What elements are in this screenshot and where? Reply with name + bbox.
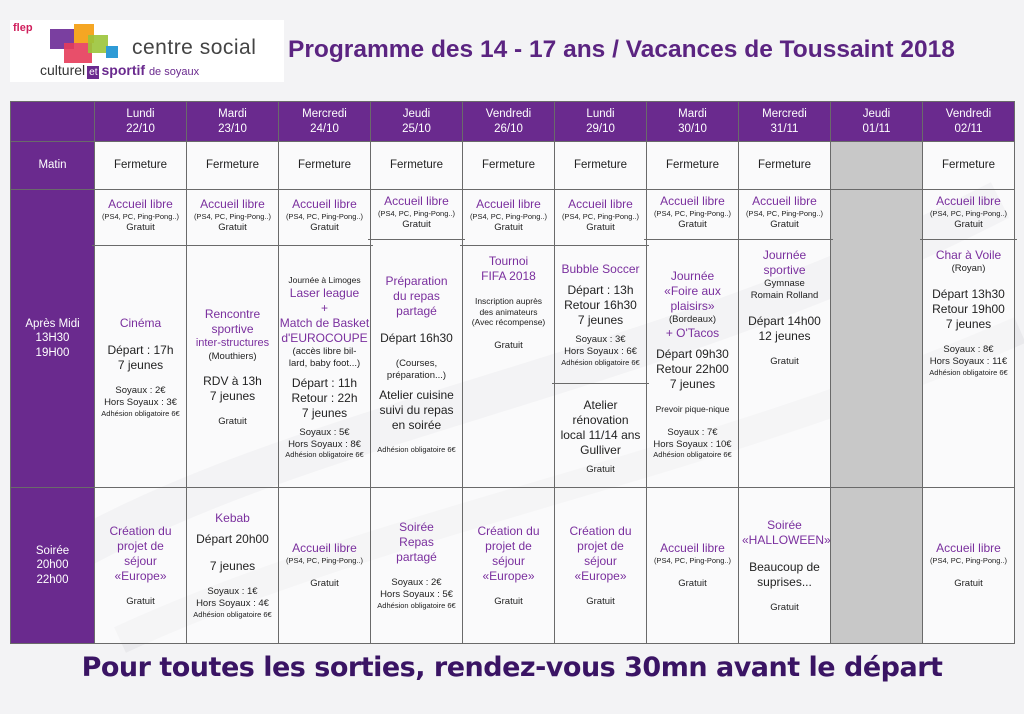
day-header: Lundi 29/10 <box>555 102 647 142</box>
activity-cell: Kebab Départ 20h00 7 jeunes Soyaux : 1€ Hors Soyaux : 4€ Adhésion obligatoire 6€ <box>187 488 279 644</box>
day-header: Jeudi 25/10 <box>371 102 463 142</box>
fermeture-cell: Fermeture <box>95 142 187 190</box>
apres-midi-row <box>11 190 1015 488</box>
fermeture-cell: Fermeture <box>739 142 831 190</box>
activity-cell: Accueil libre (PS4, PC, Ping-Pong..) Gratuit Journée «Foire aux plaisirs» (Bordeaux) + O'Tacos Départ 09h30 Retour 22h00 7 jeunes Prevoir pique-nique Soyaux : 7€ Hors Soyaux : 10€ Adhésion obligatoire 6€ <box>647 190 739 488</box>
soiree-row <box>11 488 1015 644</box>
logo-centre-social: centre social <box>132 36 257 59</box>
day-header: Vendredi 02/11 <box>923 102 1015 142</box>
page-title: Programme des 14 - 17 ans / Vacances de Toussaint 2018 <box>288 36 955 63</box>
activity-cell: Accueil libre (PS4, PC, Ping-Pong..) Gratuit Rencontre sportive inter-structures (Mouthiers) RDV à 13h 7 jeunes Gratuit <box>187 190 279 488</box>
fermeture-cell: Fermeture <box>923 142 1015 190</box>
logo-square <box>88 35 108 53</box>
header <box>0 0 1024 90</box>
logo-subtitle <box>40 62 199 78</box>
day-header: Mercredi 24/10 <box>279 102 371 142</box>
closed-cell <box>831 488 923 644</box>
day-header: Mardi 23/10 <box>187 102 279 142</box>
days-header-row <box>11 102 1015 142</box>
activity-cell: Accueil libre (PS4, PC, Ping-Pong..) Gratuit Cinéma Départ : 17h 7 jeunes Soyaux : 2€ Hors Soyaux : 3€ Adhésion obligatoire 6€ <box>95 190 187 488</box>
day-header: Mardi 30/10 <box>647 102 739 142</box>
program-table <box>10 101 1015 644</box>
logo-flep: flep <box>13 22 33 34</box>
fermeture-cell: Fermeture <box>279 142 371 190</box>
logo-et: et <box>89 67 98 78</box>
day-header: Mercredi 31/11 <box>739 102 831 142</box>
activity-cell: Soirée Repas partagé Soyaux : 2€ Hors Soyaux : 5€ Adhésion obligatoire 6€ <box>371 488 463 644</box>
closed-cell <box>831 142 923 190</box>
logo-square <box>106 46 118 58</box>
activity-cell: Accueil libre (PS4, PC, Ping-Pong..) Gratuit Char à Voile (Royan) Départ 13h30 Retour 19h00 7 jeunes Soyaux : 8€ Hors Soyaux : 11€ Adhésion obligatoire 6€ <box>923 190 1015 488</box>
closed-cell <box>831 190 923 488</box>
activity-cell: Accueil libre (PS4, PC, Ping-Pong..) Gratuit Tournoi FIFA 2018 Inscription auprès des animateurs (Avec récompense) Gratuit <box>463 190 555 488</box>
activity-cell: Création du projet de séjour «Europe» Gratuit <box>555 488 647 644</box>
activity-cell: Accueil libre (PS4, PC, Ping-Pong..) Gratuit <box>279 488 371 644</box>
logo-culturel: culturel <box>40 62 86 78</box>
table-corner <box>11 102 95 142</box>
activity-cell: Accueil libre (PS4, PC, Ping-Pong..) Gratuit Préparation du repas partagé Départ 16h30 (Courses, préparation...) Atelier cuisine suivi du repas en soirée Adhésion obligatoire 6€ <box>371 190 463 488</box>
activity-cell: Accueil libre (PS4, PC, Ping-Pong..) Gratuit <box>923 488 1015 644</box>
matin-row <box>11 142 1015 190</box>
activity-cell: Accueil libre (PS4, PC, Ping-Pong..) Gratuit Journée sportive Gymnase Romain Rolland Départ 14h00 12 jeunes Gratuit <box>739 190 831 488</box>
row-label-soiree: Soirée 20h00 22h00 <box>11 488 95 644</box>
fermeture-cell: Fermeture <box>187 142 279 190</box>
logo-sportif: sportif <box>101 62 146 78</box>
fermeture-cell: Fermeture <box>371 142 463 190</box>
day-header: Vendredi 26/10 <box>463 102 555 142</box>
activity-cell: Accueil libre (PS4, PC, Ping-Pong..) Gratuit <box>647 488 739 644</box>
fermeture-cell: Fermeture <box>647 142 739 190</box>
row-label-apres-midi: Après Midi 13H30 19H00 <box>11 190 95 488</box>
activity-cell: Soirée «HALLOWEEN» Beaucoup de suprises... Gratuit <box>739 488 831 644</box>
activity-cell: Accueil libre (PS4, PC, Ping-Pong..) Gratuit Journée à Limoges Laser league + Match de Basket d'EUROCOUPE (accès libre bil- lard, baby foot...) Départ : 11h Retour : 22h 7 jeunes Soyaux : 5€ Hors Soyaux : 8€ Adhésion obligatoire 6€ <box>279 190 371 488</box>
row-label-matin: Matin <box>11 142 95 190</box>
activity-cell: Accueil libre (PS4, PC, Ping-Pong..) Gratuit Bubble Soccer Départ : 13h Retour 16h30 7 jeunes Soyaux : 3€ Hors Soyaux : 6€ Adhésion obligatoire 6€ Atelier rénovation local 11/14 ans Gulliver Gratuit <box>555 190 647 488</box>
footer-note: Pour toutes les sorties, rendez-vous 30mn avant le départ <box>81 652 943 683</box>
logo <box>10 20 284 82</box>
activity-cell: Création du projet de séjour «Europe» Gratuit <box>463 488 555 644</box>
accueil-title: Accueil libre <box>108 197 173 212</box>
activity-cell: Création du projet de séjour «Europe» Gratuit <box>95 488 187 644</box>
logo-soyaux: de soyaux <box>148 66 200 78</box>
fermeture-cell: Fermeture <box>555 142 647 190</box>
day-header: Jeudi 01/11 <box>831 102 923 142</box>
day-header: Lundi 22/10 <box>95 102 187 142</box>
fermeture-cell: Fermeture <box>463 142 555 190</box>
